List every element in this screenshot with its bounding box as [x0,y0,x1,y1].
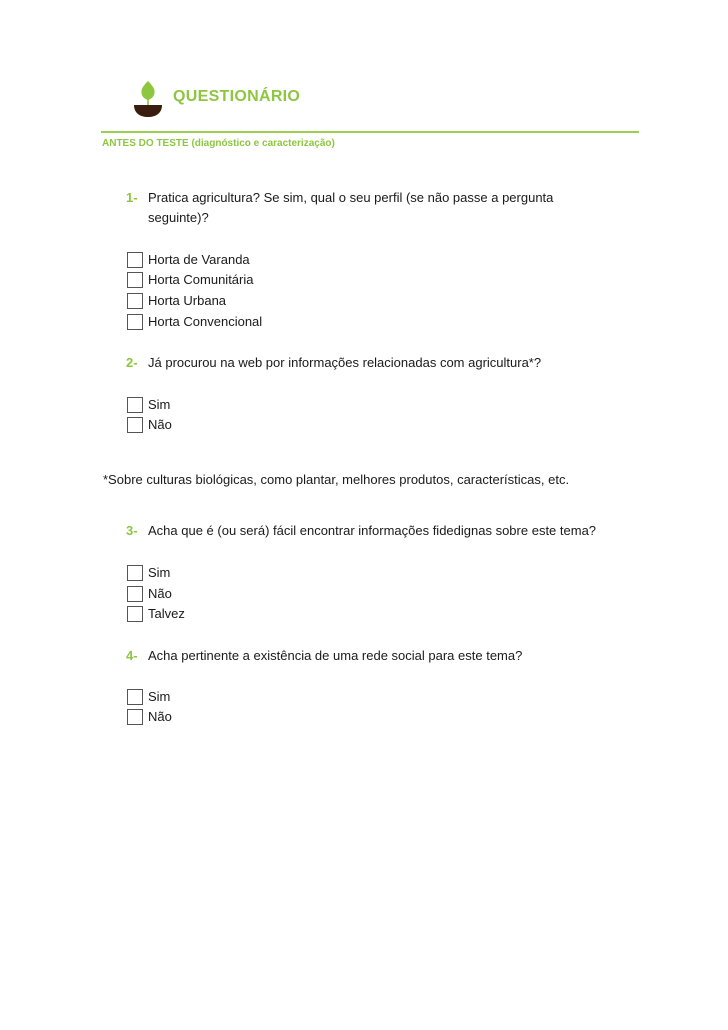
question-2 [126,353,542,373]
page-title: QUESTIONÁRIO [173,88,301,105]
question-3 [126,521,597,541]
checkbox[interactable] [127,397,143,413]
option-label: Horta Urbana [148,293,227,308]
option-label: Horta Comunitária [148,272,254,287]
question-number: 2- [126,355,138,370]
option-label: Horta Convencional [148,314,263,329]
question-text: Acha que é (ou será) fácil encontrar informações fidedignas sobre este tema? [148,523,597,538]
question-text-continued: seguinte)? [148,210,209,225]
checkbox[interactable] [127,606,143,622]
seedling-pot-icon [132,78,164,118]
checkbox[interactable] [127,272,143,288]
question-number: 4- [126,648,138,663]
question-4 [126,646,523,666]
checkbox[interactable] [127,314,143,330]
footnote: *Sobre culturas biológicas, como plantar, melhores produtos, características, etc. [103,472,570,487]
checkbox[interactable] [127,586,143,602]
header-divider [101,131,639,133]
option-label: Não [148,709,172,724]
checkbox[interactable] [127,565,143,581]
checkbox[interactable] [127,417,143,433]
question-number: 1- [126,190,138,205]
question-1 [126,188,554,225]
checkbox[interactable] [127,293,143,309]
option-label: Não [148,417,172,432]
question-text: Já procurou na web por informações relacionadas com agricultura*? [148,355,542,370]
option-label: Sim [148,397,171,412]
option-label: Talvez [148,606,185,621]
option-label: Não [148,586,172,601]
checkbox[interactable] [127,709,143,725]
option-label: Sim [148,565,171,580]
question-text: Acha pertinente a existência de uma rede social para este tema? [148,648,523,663]
checkbox[interactable] [127,689,143,705]
question-text: Pratica agricultura? Se sim, qual o seu perfil (se não passe a pergunta [148,190,554,205]
option-label: Horta de Varanda [148,252,250,267]
checkbox[interactable] [127,252,143,268]
question-number: 3- [126,523,138,538]
page-subtitle: ANTES DO TESTE (diagnóstico e caracterização) [102,138,335,149]
option-label: Sim [148,689,171,704]
